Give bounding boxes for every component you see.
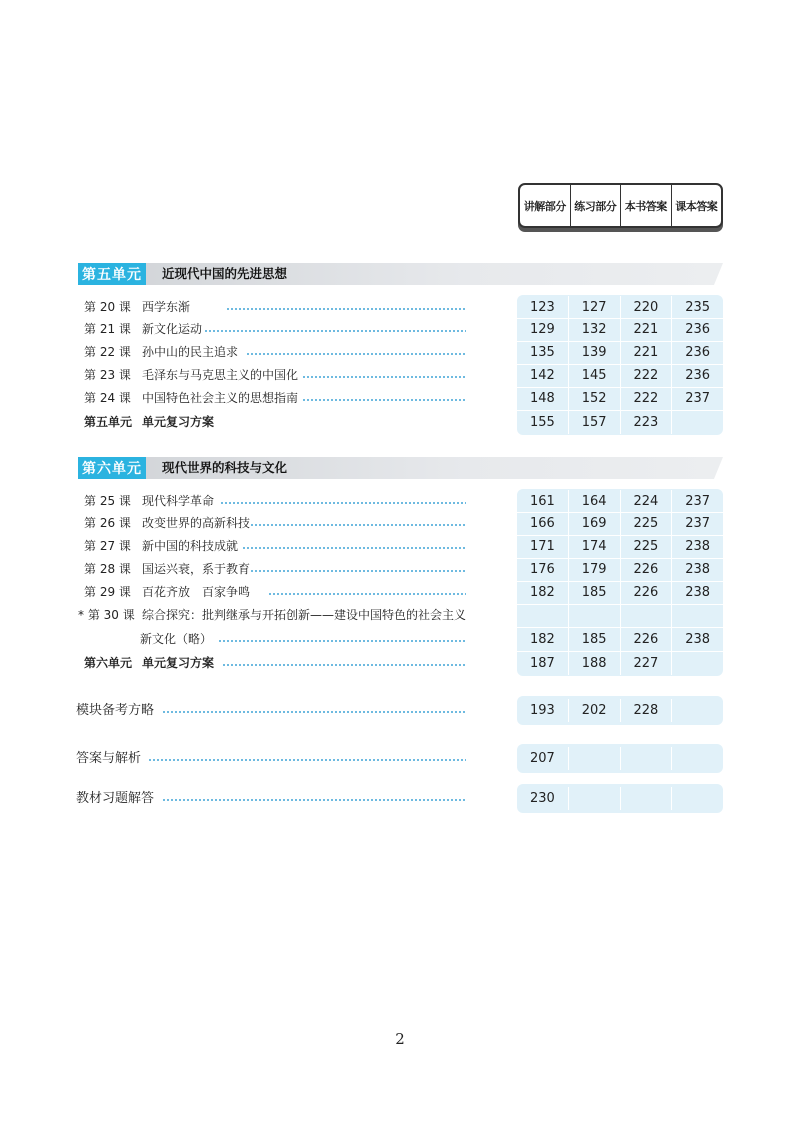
page-cells	[517, 490, 723, 513]
page-cell: 145	[568, 364, 620, 387]
page-cell: 202	[568, 699, 620, 722]
toc-row[interactable]	[76, 787, 466, 810]
leader-dots	[268, 593, 466, 595]
lesson-number: 第 27 课	[84, 539, 131, 553]
page-cell: 157	[568, 411, 620, 434]
page-cells	[517, 318, 723, 341]
toc-row[interactable]	[84, 512, 466, 535]
page-cell	[568, 604, 620, 627]
lesson-number: 第 22 课	[84, 345, 131, 359]
leader-dots	[162, 799, 466, 801]
lesson-number: 第 25 课	[84, 494, 131, 508]
leader-dots	[220, 502, 466, 504]
toc-row[interactable]	[84, 318, 466, 341]
page-cell: 185	[568, 581, 620, 604]
page-cells	[517, 364, 723, 387]
extra-title: 答案与解析	[76, 751, 142, 766]
toc-row[interactable]	[84, 490, 466, 513]
lesson-title: 毛泽东与马克思主义的中国化	[142, 368, 299, 382]
page-cell: 135	[529, 345, 555, 360]
page-cell: 164	[568, 490, 620, 513]
page-cell: 142	[529, 368, 555, 383]
page-cell: 166	[529, 516, 555, 531]
column-header-explanation: 讲解部分	[523, 199, 566, 213]
page-cells	[517, 341, 723, 364]
leader-dots	[204, 330, 466, 332]
unit5-badge: 第五单元	[78, 263, 146, 285]
page-cell: 187	[529, 656, 555, 671]
page-cell: 226	[620, 628, 672, 651]
page-cell: 224	[620, 490, 672, 513]
lesson-number: 第 20 课	[84, 300, 131, 314]
page-cell: 236	[671, 318, 723, 341]
lesson-title: 国运兴衰，系于教育	[142, 562, 251, 576]
page-cell: 237	[671, 387, 723, 410]
page-cell: 123	[529, 300, 555, 315]
page-cell: 169	[568, 512, 620, 535]
toc-row[interactable]	[84, 411, 466, 434]
page-cells	[517, 699, 723, 722]
page-cell: 225	[620, 535, 672, 558]
column-header	[518, 183, 723, 228]
toc-row[interactable]	[84, 558, 466, 581]
lesson-title-continued: 新文化（略）	[140, 632, 213, 646]
unit6-title: 现代世界的科技与文化	[162, 460, 288, 475]
toc-row[interactable]	[76, 747, 466, 770]
review-label: 第五单元	[84, 415, 133, 429]
page-cell: 148	[529, 391, 555, 406]
page-cell: 237	[671, 490, 723, 513]
leader-dots	[218, 640, 466, 642]
page-cell: 220	[620, 296, 672, 319]
page-cells	[517, 787, 723, 810]
page-cell: 174	[568, 535, 620, 558]
lesson-number: * 第 30 课	[78, 608, 135, 622]
page-number: 2	[395, 1030, 405, 1048]
lesson-title: 中国特色社会主义的思想指南	[142, 391, 299, 405]
page-cell	[620, 787, 672, 810]
page-cell	[671, 787, 723, 810]
lesson-number: 第 21 课	[84, 322, 131, 336]
leader-dots	[242, 547, 466, 549]
lesson-title: 现代科学革命	[142, 494, 215, 508]
page-cells	[517, 535, 723, 558]
lesson-title: 百花齐放 百家争鸣	[142, 585, 251, 599]
review-title: 单元复习方案	[142, 415, 215, 429]
leader-dots	[246, 353, 466, 355]
page-cell: 230	[529, 791, 555, 806]
page-cells	[517, 747, 723, 770]
page-cell: 226	[620, 558, 672, 581]
review-label: 第六单元	[84, 656, 133, 670]
lesson-title: 综合探究：批判继承与开拓创新——建设中国特色的社会主义	[142, 608, 467, 622]
page-cell	[671, 411, 723, 434]
toc-row[interactable]	[84, 387, 466, 410]
page-cell: 238	[671, 581, 723, 604]
page-cell	[568, 747, 620, 770]
page-cell: 222	[620, 364, 672, 387]
page-cell: 237	[671, 512, 723, 535]
lesson-number: 第 23 课	[84, 368, 131, 382]
page-cell: 179	[568, 558, 620, 581]
toc-row[interactable]	[84, 581, 466, 604]
leader-dots	[250, 570, 466, 572]
page-cell: 222	[620, 387, 672, 410]
page-cell: 193	[529, 703, 555, 718]
page-cell: 238	[671, 535, 723, 558]
leader-dots	[226, 308, 466, 310]
page-cell: 207	[529, 751, 555, 766]
toc-row[interactable]	[84, 364, 466, 387]
toc-row[interactable]	[84, 652, 466, 675]
page-cell: 188	[568, 652, 620, 675]
page-cell: 185	[568, 628, 620, 651]
lesson-title: 改变世界的高新科技	[142, 516, 251, 530]
toc-row[interactable]	[84, 341, 466, 364]
toc-row[interactable]	[84, 296, 466, 319]
page-cells	[517, 628, 723, 651]
page-cell	[671, 604, 723, 627]
leader-dots	[302, 376, 466, 378]
lesson-number: 第 29 课	[84, 585, 131, 599]
page-cell: 238	[671, 628, 723, 651]
page-cells-empty	[517, 604, 723, 627]
page-cell	[671, 699, 723, 722]
page-cell: 127	[568, 296, 620, 319]
page-cells	[517, 411, 723, 434]
page-cells	[517, 387, 723, 410]
page-cell: 226	[620, 581, 672, 604]
page-cell: 228	[620, 699, 672, 722]
page-cell	[620, 747, 672, 770]
page-cell: 171	[529, 539, 555, 554]
leader-dots	[250, 524, 466, 526]
page-cell: 236	[671, 341, 723, 364]
page-cell	[517, 604, 568, 627]
unit5-title: 近现代中国的先进思想	[162, 266, 288, 281]
leader-dots	[302, 399, 466, 401]
lesson-number: 第 26 课	[84, 516, 131, 530]
page-cell: 129	[529, 322, 555, 337]
page-cell: 221	[620, 341, 672, 364]
page-cell: 235	[671, 296, 723, 319]
page-cell: 152	[568, 387, 620, 410]
lesson-title: 孙中山的民主追求	[142, 345, 239, 359]
leader-dots	[148, 759, 466, 761]
page-cell	[671, 747, 723, 770]
page-cell: 155	[529, 415, 555, 430]
lesson-title: 新中国的科技成就	[142, 539, 239, 553]
column-header-book-answers: 本书答案	[620, 185, 671, 226]
column-header-textbook-answers: 课本答案	[671, 185, 722, 226]
page-cells	[517, 512, 723, 535]
page-cell: 161	[529, 494, 555, 509]
page-cells	[517, 558, 723, 581]
lesson-title: 西学东渐	[142, 300, 191, 314]
extra-title: 模块备考方略	[76, 703, 155, 718]
page-cell: 227	[620, 652, 672, 675]
page-cell: 225	[620, 512, 672, 535]
leader-dots	[222, 664, 466, 666]
page-cell: 132	[568, 318, 620, 341]
unit6-badge: 第六单元	[78, 457, 146, 479]
review-title: 单元复习方案	[142, 656, 215, 670]
page-cell: 182	[529, 632, 555, 647]
page-cells	[517, 652, 723, 675]
page-cell: 221	[620, 318, 672, 341]
column-header-practice: 练习部分	[570, 185, 621, 226]
leader-dots	[162, 711, 466, 713]
page-cell: 236	[671, 364, 723, 387]
extra-title: 教材习题解答	[76, 791, 155, 806]
page-cell: 182	[529, 585, 555, 600]
lesson-number: 第 28 课	[84, 562, 131, 576]
toc-row[interactable]	[76, 699, 466, 722]
page-cells	[517, 296, 723, 319]
lesson-number: 第 24 课	[84, 391, 131, 405]
page-cells	[517, 581, 723, 604]
page-cell	[568, 787, 620, 810]
page-cell: 139	[568, 341, 620, 364]
page-cell: 238	[671, 558, 723, 581]
toc-row[interactable]	[78, 604, 466, 650]
toc-row[interactable]	[84, 535, 466, 558]
page-cell: 223	[620, 411, 672, 434]
page-cell	[671, 652, 723, 675]
page-cell	[620, 604, 672, 627]
lesson-title: 新文化运动	[142, 322, 203, 336]
page-cell: 176	[529, 562, 555, 577]
